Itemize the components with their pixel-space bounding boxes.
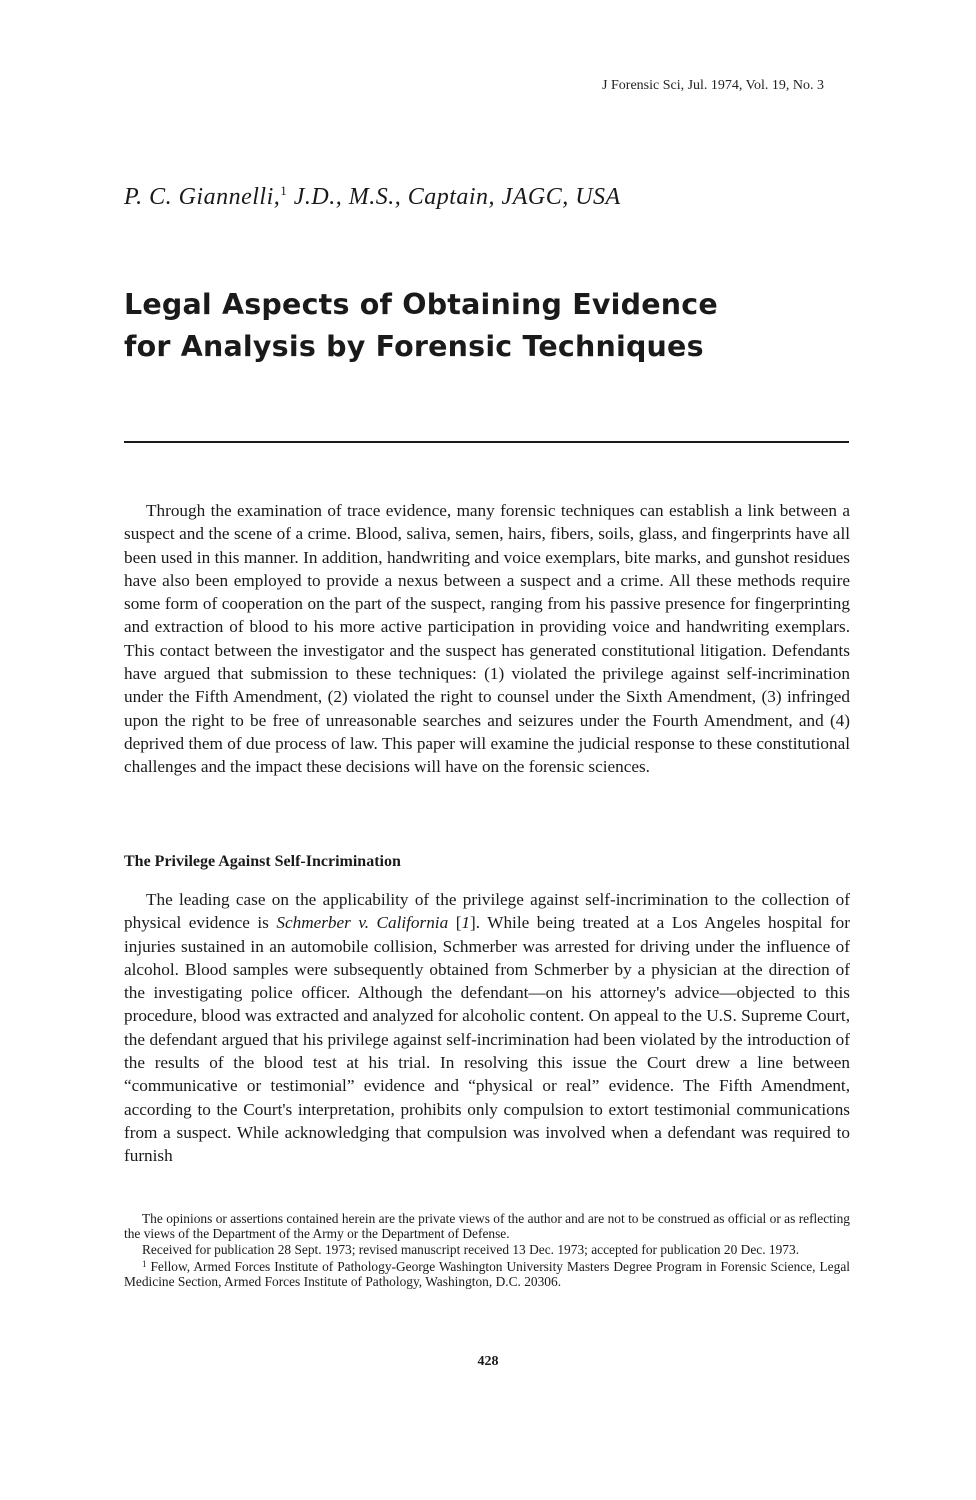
footnotes bbox=[124, 1211, 850, 1289]
paragraph-text-rest: ]. While being treated at a Los Angeles hospital for injuries sustained in an automobile collision, Schmerber was arrested for driving under the influence of alcohol. Blood samples were subsequently obtained from Schmerber by a physician at the direction of the investigating police officer. Although the defendant—on his attorney's advice—objected to this procedure, blood was extracted and analyzed for alcoholic content. On appeal to the U.S. Supreme Court, the defendant argued that his privilege against self-incrimination had been violated by the introduction of the results of the blood test at his trial. In resolving this issue the Court drew a line between “communicative or testimonial” evidence and “physical or real” evidence. The Fifth Amendment, according to the Court's interpretation, prohibits only compulsion to extort testimonial communications from a suspect. While acknowledging that compulsion was involved when a defendant was required to furnish bbox=[124, 913, 850, 1166]
footnote-disclaimer: The opinions or assertions contained herein are the private views of the author and are not to be construed as official or as reflecting the views of the Department of the Army or the Department of Defense. bbox=[124, 1211, 850, 1242]
footnote-affiliation-text: Fellow, Armed Forces Institute of Pathology-George Washington University Masters Degree Program in Forensic Science, Legal Medicine Section, Armed Forces Institute of Pathology, Washington, D.C. 20306. bbox=[124, 1258, 850, 1290]
footnote-affiliation bbox=[124, 1257, 850, 1290]
author-name: P. C. Giannelli, bbox=[124, 184, 281, 210]
author-line bbox=[124, 183, 824, 211]
author-footnote-mark: 1 bbox=[280, 183, 288, 198]
footnote-mark: 1 bbox=[142, 1258, 147, 1269]
reference-number: 1 bbox=[461, 913, 471, 933]
section-heading: The Privilege Against Self-Incrimination bbox=[124, 853, 401, 870]
paragraph-text-start: The leading case on the applicability of the privilege against self-incrimination to the collection of physical evidence is bbox=[124, 890, 850, 933]
abstract-paragraph: Through the examination of trace evidence, many forensic techniques can establish a link between a suspect and the scene of a crime. Blood, saliva, semen, hairs, fibers, soils, glass, and fingerprints have all been used in this manner. In addition, handwriting and voice exemplars, bite marks, and gunshot residues have also been employed to provide a nexus between a suspect and a crime. All these methods require some form of cooperation on the part of the suspect, ranging from his passive presence for fingerprinting and extraction of blood to his more active participation in providing voice and handwriting exemplars. This contact between the investigator and the suspect has generated constitutional litigation. Defendants have argued that submission to these techniques: (1) violated the privilege against self-incrimination under the Fifth Amendment, (2) violated the right to counsel under the Sixth Amendment, (3) infringed upon the right to be free of unreasonable searches and seizures under the Fourth Amendment, and (4) deprived them of due process of law. This paper will examine the judicial response to these constitutional challenges and the impact these decisions will have on the forensic sciences. bbox=[124, 501, 850, 777]
body-paragraph bbox=[124, 888, 850, 1168]
page-number: 428 bbox=[477, 1354, 499, 1369]
title-divider bbox=[124, 441, 849, 443]
footnote-received: Received for publication 28 Sept. 1973; revised manuscript received 13 Dec. 1973; accepted for publication 20 Dec. 1973. bbox=[142, 1241, 800, 1257]
title-line-1: Legal Aspects of Obtaining Evidence bbox=[124, 288, 718, 321]
article-title bbox=[124, 284, 844, 368]
author-credentials: J.D., M.S., Captain, JAGC, USA bbox=[287, 184, 621, 210]
title-line-2: for Analysis by Forensic Techniques bbox=[124, 330, 704, 363]
running-head: J Forensic Sci, Jul. 1974, Vol. 19, No. 3 bbox=[602, 78, 824, 93]
reference-open: [ bbox=[448, 913, 462, 933]
case-name: Schmerber v. California bbox=[276, 913, 449, 933]
